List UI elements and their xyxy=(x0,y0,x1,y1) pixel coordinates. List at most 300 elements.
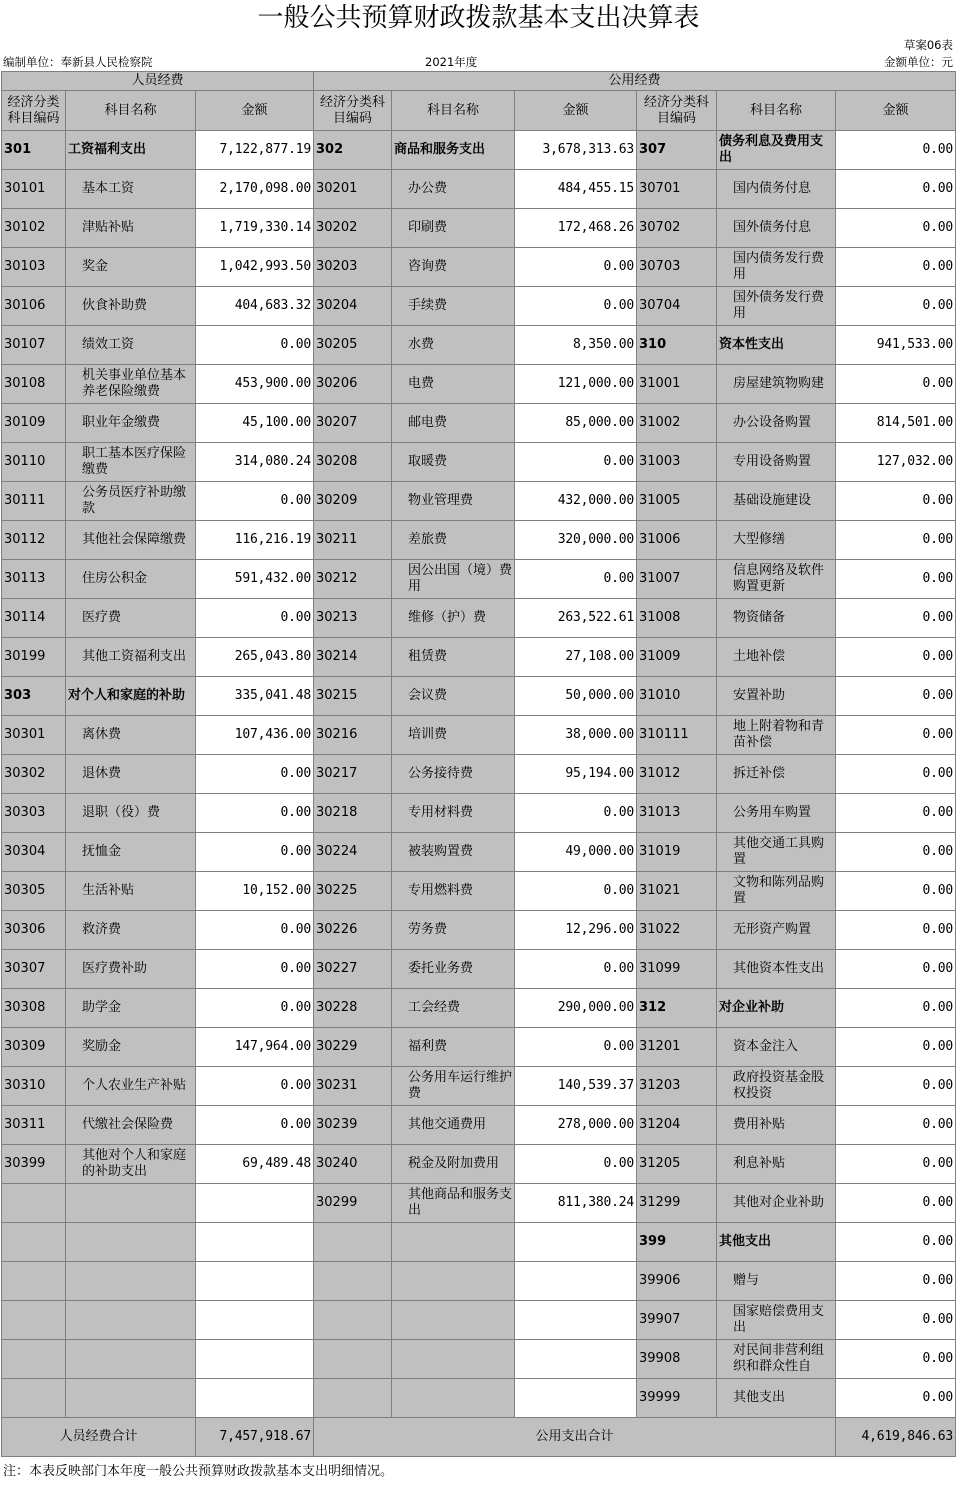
cell-amount: 0.00 xyxy=(515,560,637,599)
cell-code: 30107 xyxy=(2,326,66,365)
table-row xyxy=(2,950,956,989)
cell-amount xyxy=(515,1379,637,1418)
cell-name: 税金及附加费用 xyxy=(392,1145,515,1184)
cell-amount: 0.00 xyxy=(836,1067,956,1106)
table-row xyxy=(2,1184,956,1223)
table-row xyxy=(2,170,956,209)
cell-amount: 0.00 xyxy=(836,287,956,326)
cell-name: 个人农业生产补贴 xyxy=(66,1067,196,1106)
cell-code xyxy=(314,1301,392,1340)
cell-code: 30308 xyxy=(2,989,66,1028)
cell-name xyxy=(66,1340,196,1379)
cell-amount: 265,043.80 xyxy=(196,638,314,677)
cell-code: 30109 xyxy=(2,404,66,443)
cell-name: 印刷费 xyxy=(392,209,515,248)
cell-amount: 0.00 xyxy=(515,248,637,287)
cell-code: 30199 xyxy=(2,638,66,677)
cell-name xyxy=(66,1379,196,1418)
cell-name: 地上附着物和青苗补偿 xyxy=(717,716,836,755)
cell-amount xyxy=(515,1340,637,1379)
table-row xyxy=(2,560,956,599)
cell-name: 其他交通工具购置 xyxy=(717,833,836,872)
table-row xyxy=(2,482,956,521)
cell-name: 基础设施建设 xyxy=(717,482,836,521)
cell-amount: 591,432.00 xyxy=(196,560,314,599)
totals-row xyxy=(2,1418,956,1457)
cell-name: 离休费 xyxy=(66,716,196,755)
cell-name: 救济费 xyxy=(66,911,196,950)
cell-amount: 1,719,330.14 xyxy=(196,209,314,248)
cell-amount: 0.00 xyxy=(515,287,637,326)
cell-code: 312 xyxy=(637,989,717,1028)
cell-amount: 0.00 xyxy=(836,1184,956,1223)
cell-amount: 314,080.24 xyxy=(196,443,314,482)
cell-amount: 0.00 xyxy=(196,326,314,365)
cell-code: 31010 xyxy=(637,677,717,716)
table-row xyxy=(2,872,956,911)
cell-amount: 278,000.00 xyxy=(515,1106,637,1145)
cell-name: 专用燃料费 xyxy=(392,872,515,911)
cell-amount: 147,964.00 xyxy=(196,1028,314,1067)
cell-name: 邮电费 xyxy=(392,404,515,443)
cell-name: 其他对个人和家庭的补助支出 xyxy=(66,1145,196,1184)
cell-amount: 0.00 xyxy=(836,170,956,209)
cell-name: 因公出国（境）费用 xyxy=(392,560,515,599)
cell-name: 土地补偿 xyxy=(717,638,836,677)
cell-code: 39907 xyxy=(637,1301,717,1340)
cell-code: 30304 xyxy=(2,833,66,872)
group-header-row xyxy=(2,72,956,91)
cell-code: 30302 xyxy=(2,755,66,794)
cell-name: 手续费 xyxy=(392,287,515,326)
cell-code: 30101 xyxy=(2,170,66,209)
cell-amount: 10,152.00 xyxy=(196,872,314,911)
cell-name: 商品和服务支出 xyxy=(392,131,515,170)
cell-code: 30218 xyxy=(314,794,392,833)
col-header-code: 经济分类科目编码 xyxy=(637,91,717,131)
cell-amount: 0.00 xyxy=(515,950,637,989)
table-row xyxy=(2,1106,956,1145)
cell-name: 对企业补助 xyxy=(717,989,836,1028)
cell-amount: 0.00 xyxy=(836,989,956,1028)
cell-amount: 0.00 xyxy=(515,1145,637,1184)
cell-name: 生活补贴 xyxy=(66,872,196,911)
cell-amount: 45,100.00 xyxy=(196,404,314,443)
cell-amount: 0.00 xyxy=(515,1028,637,1067)
cell-amount: 95,194.00 xyxy=(515,755,637,794)
cell-amount: 0.00 xyxy=(836,950,956,989)
cell-name xyxy=(66,1262,196,1301)
cell-code: 31007 xyxy=(637,560,717,599)
cell-name: 信息网络及软件购置更新 xyxy=(717,560,836,599)
cell-name: 医疗费 xyxy=(66,599,196,638)
personnel-total-amount: 7,457,918.67 xyxy=(196,1418,314,1457)
cell-code: 31019 xyxy=(637,833,717,872)
cell-amount: 453,900.00 xyxy=(196,365,314,404)
cell-name: 住房公积金 xyxy=(66,560,196,599)
cell-code: 30310 xyxy=(2,1067,66,1106)
cell-name: 利息补贴 xyxy=(717,1145,836,1184)
public-total-label: 公用支出合计 xyxy=(314,1418,836,1457)
cell-name: 国内债务发行费用 xyxy=(717,248,836,287)
cell-name: 工资福利支出 xyxy=(66,131,196,170)
col-header-name: 科目名称 xyxy=(66,91,196,131)
cell-name: 退休费 xyxy=(66,755,196,794)
cell-name: 退职（役）费 xyxy=(66,794,196,833)
cell-name: 资本金注入 xyxy=(717,1028,836,1067)
cell-name xyxy=(66,1301,196,1340)
cell-name xyxy=(66,1184,196,1223)
cell-amount: 107,436.00 xyxy=(196,716,314,755)
cell-amount: 404,683.32 xyxy=(196,287,314,326)
cell-name: 无形资产购置 xyxy=(717,911,836,950)
cell-amount: 0.00 xyxy=(836,1145,956,1184)
cell-name: 津贴补贴 xyxy=(66,209,196,248)
cell-name: 福利费 xyxy=(392,1028,515,1067)
cell-amount: 0.00 xyxy=(836,638,956,677)
cell-code: 310111 xyxy=(637,716,717,755)
cell-amount: 263,522.61 xyxy=(515,599,637,638)
cell-name: 公务用车运行维护费 xyxy=(392,1067,515,1106)
cell-amount: 0.00 xyxy=(836,755,956,794)
col-header-amount: 金额 xyxy=(836,91,956,131)
table-row xyxy=(2,365,956,404)
cell-name: 水费 xyxy=(392,326,515,365)
cell-amount: 0.00 xyxy=(836,209,956,248)
cell-code: 303 xyxy=(2,677,66,716)
cell-name: 代缴社会保险费 xyxy=(66,1106,196,1145)
table-row xyxy=(2,521,956,560)
cell-amount: 0.00 xyxy=(196,755,314,794)
cell-name: 对民间非营利组织和群众性自 xyxy=(717,1340,836,1379)
cell-amount: 0.00 xyxy=(196,599,314,638)
cell-amount: 49,000.00 xyxy=(515,833,637,872)
table-row xyxy=(2,911,956,950)
cell-code: 31203 xyxy=(637,1067,717,1106)
cell-amount: 121,000.00 xyxy=(515,365,637,404)
cell-amount: 320,000.00 xyxy=(515,521,637,560)
cell-name: 职工基本医疗保险缴费 xyxy=(66,443,196,482)
cell-amount xyxy=(196,1223,314,1262)
cell-name: 其他对企业补助 xyxy=(717,1184,836,1223)
reporting-unit: 编制单位：奉新县人民检察院 xyxy=(3,55,153,69)
cell-name: 基本工资 xyxy=(66,170,196,209)
cell-code: 30207 xyxy=(314,404,392,443)
cell-name: 大型修缮 xyxy=(717,521,836,560)
cell-name: 资本性支出 xyxy=(717,326,836,365)
cell-name xyxy=(392,1262,515,1301)
cell-code: 30228 xyxy=(314,989,392,1028)
cell-amount: 0.00 xyxy=(836,1262,956,1301)
cell-name: 专用材料费 xyxy=(392,794,515,833)
form-number-line xyxy=(0,36,957,54)
col-header-amount: 金额 xyxy=(196,91,314,131)
cell-name: 奖金 xyxy=(66,248,196,287)
cell-code: 30306 xyxy=(2,911,66,950)
cell-name: 物业管理费 xyxy=(392,482,515,521)
table-row xyxy=(2,248,956,287)
table-row xyxy=(2,1145,956,1184)
cell-amount: 69,489.48 xyxy=(196,1145,314,1184)
form-number: 草案06表 xyxy=(903,38,953,52)
cell-code: 30114 xyxy=(2,599,66,638)
cell-code xyxy=(2,1262,66,1301)
cell-amount: 27,108.00 xyxy=(515,638,637,677)
cell-code xyxy=(2,1223,66,1262)
cell-amount xyxy=(196,1262,314,1301)
cell-code: 30102 xyxy=(2,209,66,248)
cell-amount: 0.00 xyxy=(196,1067,314,1106)
cell-code: 302 xyxy=(314,131,392,170)
cell-code: 30216 xyxy=(314,716,392,755)
cell-name: 抚恤金 xyxy=(66,833,196,872)
table-row xyxy=(2,989,956,1028)
amount-unit: 金额单位：元 xyxy=(884,55,953,69)
cell-code: 30309 xyxy=(2,1028,66,1067)
cell-code: 31008 xyxy=(637,599,717,638)
table-row xyxy=(2,1067,956,1106)
cell-name: 被装购置费 xyxy=(392,833,515,872)
cell-amount: 484,455.15 xyxy=(515,170,637,209)
cell-code: 30204 xyxy=(314,287,392,326)
cell-name: 维修（护）费 xyxy=(392,599,515,638)
table-row xyxy=(2,443,956,482)
cell-amount: 0.00 xyxy=(515,872,637,911)
cell-code: 30108 xyxy=(2,365,66,404)
cell-code: 31013 xyxy=(637,794,717,833)
cell-name: 拆迁补偿 xyxy=(717,755,836,794)
table-row xyxy=(2,1028,956,1067)
cell-amount: 290,000.00 xyxy=(515,989,637,1028)
group-personnel: 人员经费 xyxy=(2,72,314,91)
cell-name: 会议费 xyxy=(392,677,515,716)
table-row xyxy=(2,833,956,872)
cell-name: 租赁费 xyxy=(392,638,515,677)
cell-code: 30399 xyxy=(2,1145,66,1184)
cell-code: 30209 xyxy=(314,482,392,521)
table-row xyxy=(2,638,956,677)
cell-name: 费用补贴 xyxy=(717,1106,836,1145)
cell-code: 30214 xyxy=(314,638,392,677)
cell-code xyxy=(2,1184,66,1223)
cell-code xyxy=(2,1301,66,1340)
cell-code: 30217 xyxy=(314,755,392,794)
cell-amount: 941,533.00 xyxy=(836,326,956,365)
col-header-name: 科目名称 xyxy=(717,91,836,131)
table-row xyxy=(2,1223,956,1262)
cell-amount: 0.00 xyxy=(836,1223,956,1262)
cell-name: 医疗费补助 xyxy=(66,950,196,989)
cell-amount: 335,041.48 xyxy=(196,677,314,716)
cell-amount: 0.00 xyxy=(836,911,956,950)
cell-name: 文物和陈列品购置 xyxy=(717,872,836,911)
cell-name: 公务员医疗补助缴款 xyxy=(66,482,196,521)
cell-amount: 0.00 xyxy=(836,1028,956,1067)
cell-code: 30311 xyxy=(2,1106,66,1145)
page-title: 一般公共预算财政拨款基本支出决算表 xyxy=(257,3,700,33)
cell-code: 30113 xyxy=(2,560,66,599)
cell-code xyxy=(2,1340,66,1379)
cell-code: 30110 xyxy=(2,443,66,482)
cell-name xyxy=(392,1340,515,1379)
cell-code: 399 xyxy=(637,1223,717,1262)
cell-code: 301 xyxy=(2,131,66,170)
cell-name: 取暖费 xyxy=(392,443,515,482)
cell-amount: 0.00 xyxy=(836,1340,956,1379)
cell-code: 30112 xyxy=(2,521,66,560)
cell-code: 30701 xyxy=(637,170,717,209)
cell-name: 国家赔偿费用支出 xyxy=(717,1301,836,1340)
cell-name: 对个人和家庭的补助 xyxy=(66,677,196,716)
cell-name: 机关事业单位基本养老保险缴费 xyxy=(66,365,196,404)
cell-code: 30226 xyxy=(314,911,392,950)
cell-name xyxy=(392,1223,515,1262)
table-row xyxy=(2,1301,956,1340)
table-row xyxy=(2,209,956,248)
cell-amount: 0.00 xyxy=(196,1106,314,1145)
cell-amount: 432,000.00 xyxy=(515,482,637,521)
table-row xyxy=(2,1340,956,1379)
cell-amount: 0.00 xyxy=(836,1301,956,1340)
cell-name: 差旅费 xyxy=(392,521,515,560)
table-row xyxy=(2,131,956,170)
cell-code: 31006 xyxy=(637,521,717,560)
cell-code: 31003 xyxy=(637,443,717,482)
cell-code: 39999 xyxy=(637,1379,717,1418)
col-header-name: 科目名称 xyxy=(392,91,515,131)
cell-name: 房屋建筑物购建 xyxy=(717,365,836,404)
cell-code: 30212 xyxy=(314,560,392,599)
table-row xyxy=(2,755,956,794)
cell-amount: 0.00 xyxy=(836,521,956,560)
cell-amount: 0.00 xyxy=(836,1106,956,1145)
cell-code xyxy=(314,1379,392,1418)
cell-amount xyxy=(515,1223,637,1262)
cell-amount: 814,501.00 xyxy=(836,404,956,443)
cell-name: 政府投资基金股权投资 xyxy=(717,1067,836,1106)
cell-amount: 811,380.24 xyxy=(515,1184,637,1223)
cell-code: 30299 xyxy=(314,1184,392,1223)
cell-amount: 0.00 xyxy=(836,599,956,638)
cell-code xyxy=(314,1223,392,1262)
personnel-total-label: 人员经费合计 xyxy=(2,1418,196,1457)
cell-amount: 0.00 xyxy=(515,794,637,833)
cell-code: 31205 xyxy=(637,1145,717,1184)
cell-code: 30303 xyxy=(2,794,66,833)
cell-code: 31009 xyxy=(637,638,717,677)
cell-code: 31005 xyxy=(637,482,717,521)
cell-name: 其他资本性支出 xyxy=(717,950,836,989)
cell-code: 30231 xyxy=(314,1067,392,1106)
cell-name: 其他社会保障缴费 xyxy=(66,521,196,560)
cell-name: 赠与 xyxy=(717,1262,836,1301)
cell-name: 办公设备购置 xyxy=(717,404,836,443)
cell-code: 30704 xyxy=(637,287,717,326)
cell-amount: 0.00 xyxy=(836,131,956,170)
cell-code: 31002 xyxy=(637,404,717,443)
cell-name: 办公费 xyxy=(392,170,515,209)
cell-amount: 8,350.00 xyxy=(515,326,637,365)
table-row xyxy=(2,716,956,755)
cell-name: 伙食补助费 xyxy=(66,287,196,326)
table-row xyxy=(2,1379,956,1418)
cell-code: 30106 xyxy=(2,287,66,326)
cell-code: 30111 xyxy=(2,482,66,521)
cell-code: 30227 xyxy=(314,950,392,989)
cell-code: 30703 xyxy=(637,248,717,287)
table-row xyxy=(2,794,956,833)
meta-line xyxy=(0,53,957,71)
cell-code: 31099 xyxy=(637,950,717,989)
cell-code: 31201 xyxy=(637,1028,717,1067)
cell-name: 其他支出 xyxy=(717,1379,836,1418)
cell-code: 30206 xyxy=(314,365,392,404)
cell-name: 公务用车购置 xyxy=(717,794,836,833)
cell-name xyxy=(392,1379,515,1418)
cell-name: 其他商品和服务支出 xyxy=(392,1184,515,1223)
cell-name: 奖励金 xyxy=(66,1028,196,1067)
cell-amount: 3,678,313.63 xyxy=(515,131,637,170)
cell-amount xyxy=(515,1262,637,1301)
cell-code: 31012 xyxy=(637,755,717,794)
cell-code: 30225 xyxy=(314,872,392,911)
cell-code: 31022 xyxy=(637,911,717,950)
cell-code: 30239 xyxy=(314,1106,392,1145)
cell-amount: 50,000.00 xyxy=(515,677,637,716)
cell-amount: 2,170,098.00 xyxy=(196,170,314,209)
cell-amount: 0.00 xyxy=(836,365,956,404)
cell-code: 30202 xyxy=(314,209,392,248)
cell-amount xyxy=(515,1301,637,1340)
cell-code: 30305 xyxy=(2,872,66,911)
cell-amount: 0.00 xyxy=(836,560,956,599)
cell-code: 30205 xyxy=(314,326,392,365)
fiscal-year: 2021年度 xyxy=(425,55,478,69)
cell-name: 物资储备 xyxy=(717,599,836,638)
cell-code: 30229 xyxy=(314,1028,392,1067)
cell-amount: 38,000.00 xyxy=(515,716,637,755)
cell-name: 绩效工资 xyxy=(66,326,196,365)
cell-code xyxy=(314,1340,392,1379)
cell-code: 30702 xyxy=(637,209,717,248)
column-header-row xyxy=(2,91,956,131)
cell-code: 30240 xyxy=(314,1145,392,1184)
cell-name: 工会经费 xyxy=(392,989,515,1028)
cell-amount: 0.00 xyxy=(196,482,314,521)
cell-code: 307 xyxy=(637,131,717,170)
cell-code: 30211 xyxy=(314,521,392,560)
cell-code: 30224 xyxy=(314,833,392,872)
cell-amount xyxy=(196,1379,314,1418)
cell-name: 公务接待费 xyxy=(392,755,515,794)
cell-amount: 12,296.00 xyxy=(515,911,637,950)
cell-amount xyxy=(196,1184,314,1223)
cell-code: 30103 xyxy=(2,248,66,287)
cell-name: 培训费 xyxy=(392,716,515,755)
cell-code: 31021 xyxy=(637,872,717,911)
cell-name: 其他交通费用 xyxy=(392,1106,515,1145)
cell-code: 30203 xyxy=(314,248,392,287)
cell-code: 310 xyxy=(637,326,717,365)
cell-amount: 0.00 xyxy=(196,833,314,872)
cell-code: 31299 xyxy=(637,1184,717,1223)
col-header-code: 经济分类科目编码 xyxy=(2,91,66,131)
cell-amount xyxy=(196,1301,314,1340)
public-total-amount: 4,619,846.63 xyxy=(836,1418,956,1457)
cell-code: 31204 xyxy=(637,1106,717,1145)
cell-amount: 116,216.19 xyxy=(196,521,314,560)
cell-name xyxy=(392,1301,515,1340)
